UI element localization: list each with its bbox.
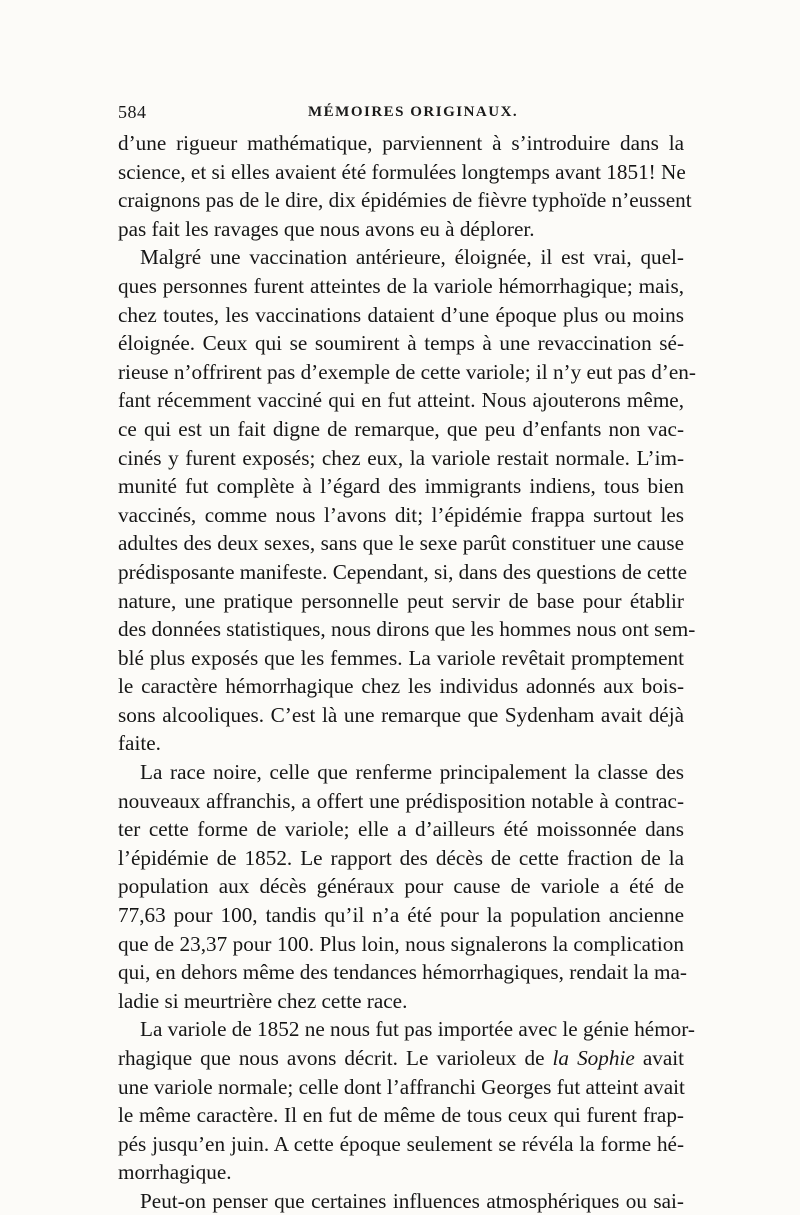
text-line: ladie si meurtrière chez cette race. xyxy=(118,988,408,1013)
page-number: 584 xyxy=(118,102,147,122)
text-line: Malgré une vaccination antérieure, éloignée, il est vrai, quel- xyxy=(140,245,684,270)
text-line: éloignée. Ceux qui se soumirent à temps à une revaccination sé- xyxy=(118,331,684,356)
text-line: nouveaux affranchis, a offert une prédisposition notable à contrac- xyxy=(118,788,684,813)
text-line: faite. xyxy=(118,731,161,756)
text-line: qui, en dehors même des tendances hémorrhagiques, rendait la ma- xyxy=(118,960,687,985)
paragraph xyxy=(118,758,687,1015)
text-line: l’épidémie de 1852. Le rapport des décès de cette fraction de la xyxy=(118,845,684,870)
body-text xyxy=(118,129,696,1216)
italic-ship-name: la Sophie xyxy=(552,1046,635,1070)
paragraph xyxy=(118,129,692,243)
text-line: vaccinés, comme nous l’avons dit; l’épidémie frappa surtout les xyxy=(118,502,684,527)
text-line: rieuse n’offrirent pas d’exemple de cette variole; il n’y eut pas d’en- xyxy=(118,359,696,384)
text-line: d’une rigueur mathématique, parviennent à s’introduire dans la xyxy=(118,131,684,155)
text-line: craignons pas de le dire, dix épidémies de fièvre typhoïde n’eussent xyxy=(118,188,692,213)
text-line: fant récemment vacciné qui en fut atteint. Nous ajouterons même, xyxy=(118,388,684,413)
text-line: population aux décès généraux pour cause de variole a été de xyxy=(118,874,684,899)
text-line: ques personnes furent atteintes de la variole hémorrhagique; mais, xyxy=(118,273,684,298)
paragraph xyxy=(118,1015,695,1187)
text-line: ter cette forme de variole; elle a d’ailleurs été moissonnée dans xyxy=(118,817,684,842)
text-line: le même caractère. Il en fut de même de tous ceux qui furent frap- xyxy=(118,1103,684,1128)
text-line: cinés y furent exposés; chez eux, la variole restait normale. L’im- xyxy=(118,445,684,470)
text-line: le caractère hémorrhagique chez les individus adonnés aux bois- xyxy=(118,674,684,699)
text-line: Peut-on penser que certaines influences atmosphériques ou sai- xyxy=(140,1188,684,1213)
running-title: MÉMOIRES ORIGINAUX. xyxy=(308,104,519,120)
text-line-with-italic: rhagique que nous avons décrit. Le varioleux de la Sophie avait xyxy=(118,1046,684,1070)
text-line: La race noire, celle que renferme principalement la classe des xyxy=(140,760,684,785)
text-line: pas fait les ravages que nous avons eu à déplorer. xyxy=(118,216,535,241)
text-line: chez toutes, les vaccinations dataient d’une époque plus ou moins xyxy=(118,302,684,327)
text-line: adultes des deux sexes, sans que le sexe parût constituer une cause xyxy=(118,531,684,556)
text-line: sons alcooliques. C’est là une remarque que Sydenham avait déjà xyxy=(118,702,684,727)
paragraph xyxy=(118,243,696,758)
text-line: ce qui est un fait digne de remarque, que peu d’enfants non vac- xyxy=(118,416,684,441)
page-header xyxy=(118,102,678,126)
text-line: 77,63 pour 100, tandis qu’il n’a été pour la population ancienne xyxy=(118,903,684,928)
text-line: munité fut complète à l’égard des immigrants indiens, tous bien xyxy=(118,474,684,499)
text-line: nature, une pratique personnelle peut servir de base pour établir xyxy=(118,588,684,613)
text-line: morrhagique. xyxy=(118,1160,232,1185)
text-line: science, et si elles avaient été formulées longtemps avant 1851! Ne xyxy=(118,159,686,184)
text-line: La variole de 1852 ne nous fut pas importée avec le génie hémor- xyxy=(140,1017,695,1042)
paragraph xyxy=(118,1187,684,1216)
text-line: blé plus exposés que les femmes. La variole revêtait promptement xyxy=(118,645,684,670)
text-line: prédisposante manifeste. Cependant, si, dans des questions de cette xyxy=(118,559,687,584)
text-line: une variole normale; celle dont l’affranchi Georges fut atteint avait xyxy=(118,1074,685,1099)
text-line: des données statistiques, nous dirons que les hommes nous ont sem- xyxy=(118,617,696,642)
text-line: que de 23,37 pour 100. Plus loin, nous signalerons la complication xyxy=(118,931,684,956)
text-line: pés jusqu’en juin. A cette époque seulement se révéla la forme hé- xyxy=(118,1131,684,1156)
